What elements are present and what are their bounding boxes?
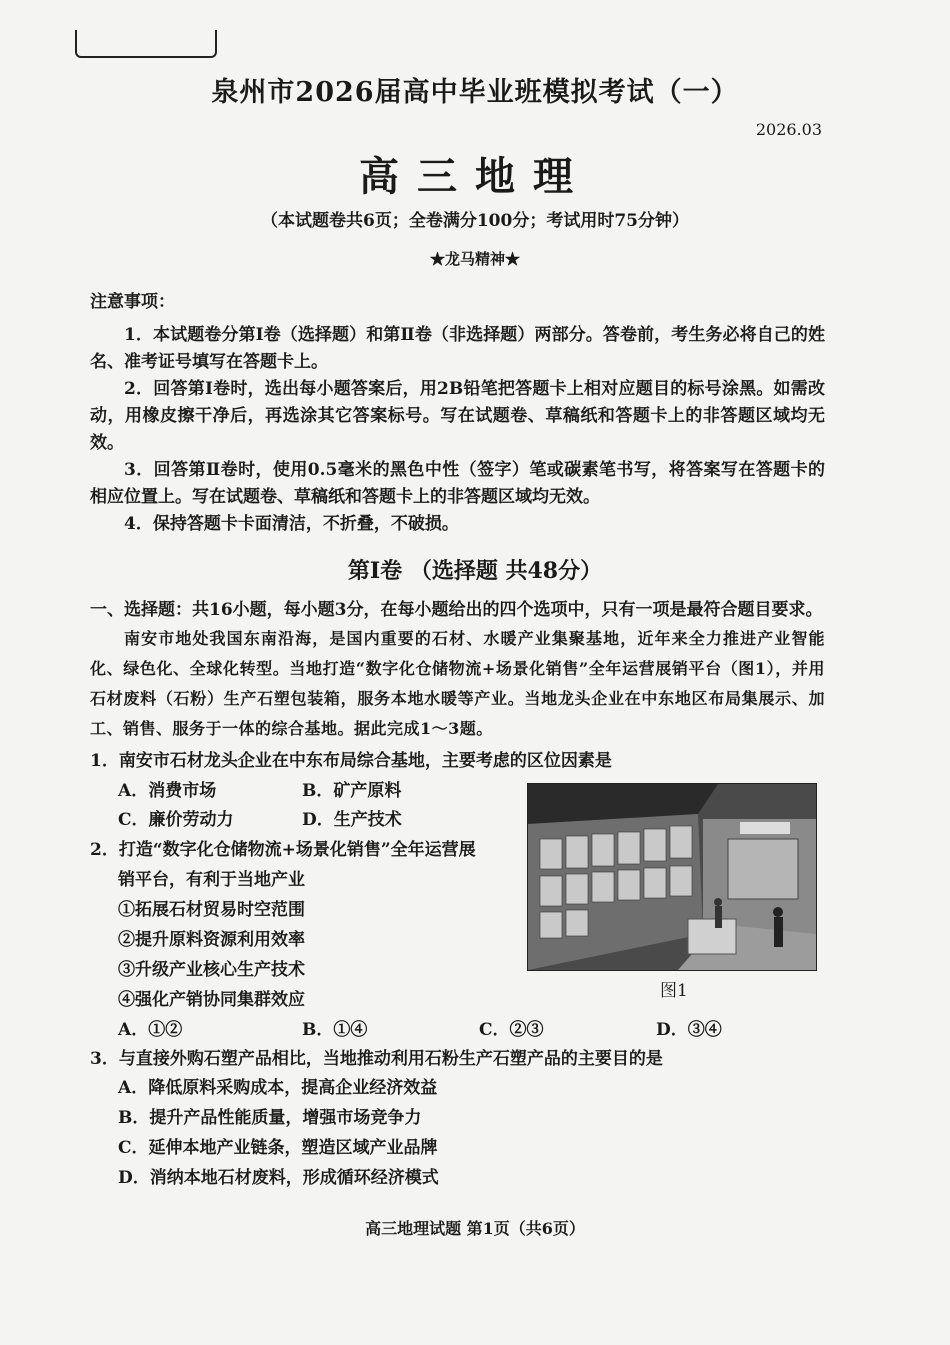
figure-1-caption: 图1	[660, 981, 688, 1001]
q1-option-d: D．生产技术	[302, 810, 402, 830]
header-tab-border	[75, 30, 217, 58]
q2-statement-1: ①拓展石材贸易时空范围	[118, 900, 305, 920]
q3-stem: 3．与直接外购石塑产品相比，当地推动利用石粉生产石塑产品的主要目的是	[90, 1049, 663, 1069]
q2-stem-line1: 2．打造“数字化仓储物流+场景化销售”全年运营展	[90, 840, 476, 860]
figure-1-photo	[527, 783, 817, 971]
q2-option-c: C．②③	[479, 1020, 544, 1040]
showroom-illustration	[528, 784, 816, 970]
section-intro: 一、选择题：共16小题，每小题3分，在每小题给出的四个选项中，只有一项是最符合题目要求。	[90, 600, 823, 620]
q3-option-c: C．延伸本地产业链条，塑造区域产业品牌	[118, 1138, 438, 1158]
q1-stem: 1．南安市石材龙头企业在中东布局综合基地，主要考虑的区位因素是	[90, 751, 612, 771]
passage	[90, 624, 825, 744]
q2-statement-4: ④强化产销协同集群效应	[118, 990, 305, 1010]
q1-option-c: C．廉价劳动力	[118, 810, 234, 830]
q3-option-d: D．消纳本地石材废料，形成循环经济模式	[118, 1168, 439, 1188]
notice-item-3: 3．回答第Ⅱ卷时，使用0.5毫米的黑色中性（签字）笔或碳素笔书写，将答案写在答题卡的相应位置上。写在试题卷、草稿纸和答题卡上的非答题区域均无效。	[90, 460, 825, 507]
q2-statement-2: ②提升原料资源利用效率	[118, 930, 305, 950]
q2-option-b: B．①④	[302, 1020, 368, 1040]
q3-option-a: A．降低原料采购成本，提高企业经济效益	[118, 1078, 438, 1098]
notice-item-2: 2．回答第Ⅰ卷时，选出每小题答案后，用2B铅笔把答题卡上相对应题目的标号涂黑。如需改动，用橡皮擦干净后，再选涂其它答案标号。写在试题卷、草稿纸和答题卡上的非答题区域均无效。	[90, 379, 825, 453]
notice-list	[90, 322, 825, 538]
q1-option-a: A．消费市场	[118, 781, 217, 801]
page-footer: 高三地理试题 第1页（共6页）	[365, 1219, 585, 1238]
notice-heading: 注意事项：	[90, 292, 175, 312]
q1-option-b: B．矿产原料	[302, 781, 402, 801]
exam-title: 泉州市2026届高中毕业班模拟考试（一）	[211, 77, 739, 108]
q2-option-d: D．③④	[656, 1020, 722, 1040]
q2-option-a: A．①②	[118, 1020, 183, 1040]
subject-title: 高三地理	[359, 153, 591, 200]
exam-date: 2026.03	[755, 120, 822, 139]
section-title: 第Ⅰ卷 （选择题 共48分）	[347, 558, 603, 584]
q2-stem-line2: 销平台，有利于当地产业	[118, 870, 305, 890]
notice-item-4: 4．保持答题卡卡面清洁，不折叠，不破损。	[124, 514, 459, 534]
q2-statement-3: ③升级产业核心生产技术	[118, 960, 305, 980]
q3-option-b: B．提升产品性能质量，增强市场竞争力	[118, 1108, 422, 1128]
exam-info: （本试题卷共6页；全卷满分100分；考试用时75分钟）	[261, 211, 689, 231]
motto: ★龙马精神★	[429, 250, 520, 268]
notice-item-1: 1．本试题卷分第Ⅰ卷（选择题）和第Ⅱ卷（非选择题）两部分。答卷前，考生务必将自己的姓名、准考证号填写在答题卡上。	[90, 325, 825, 372]
passage-text: 南安市地处我国东南沿海，是国内重要的石材、水暖产业集聚基地，近年来全力推进产业智能化、绿色化、全球化转型。当地打造“数字化仓储物流+场景化销售”全年运营展销平台（图1），并用石材废料（石粉）生产石塑包装箱，服务本地水暖等产业。当地龙头企业在中东地区布局集展示、加工、销售、服务于一体的综合基地。据此完成1～3题。	[90, 629, 825, 738]
